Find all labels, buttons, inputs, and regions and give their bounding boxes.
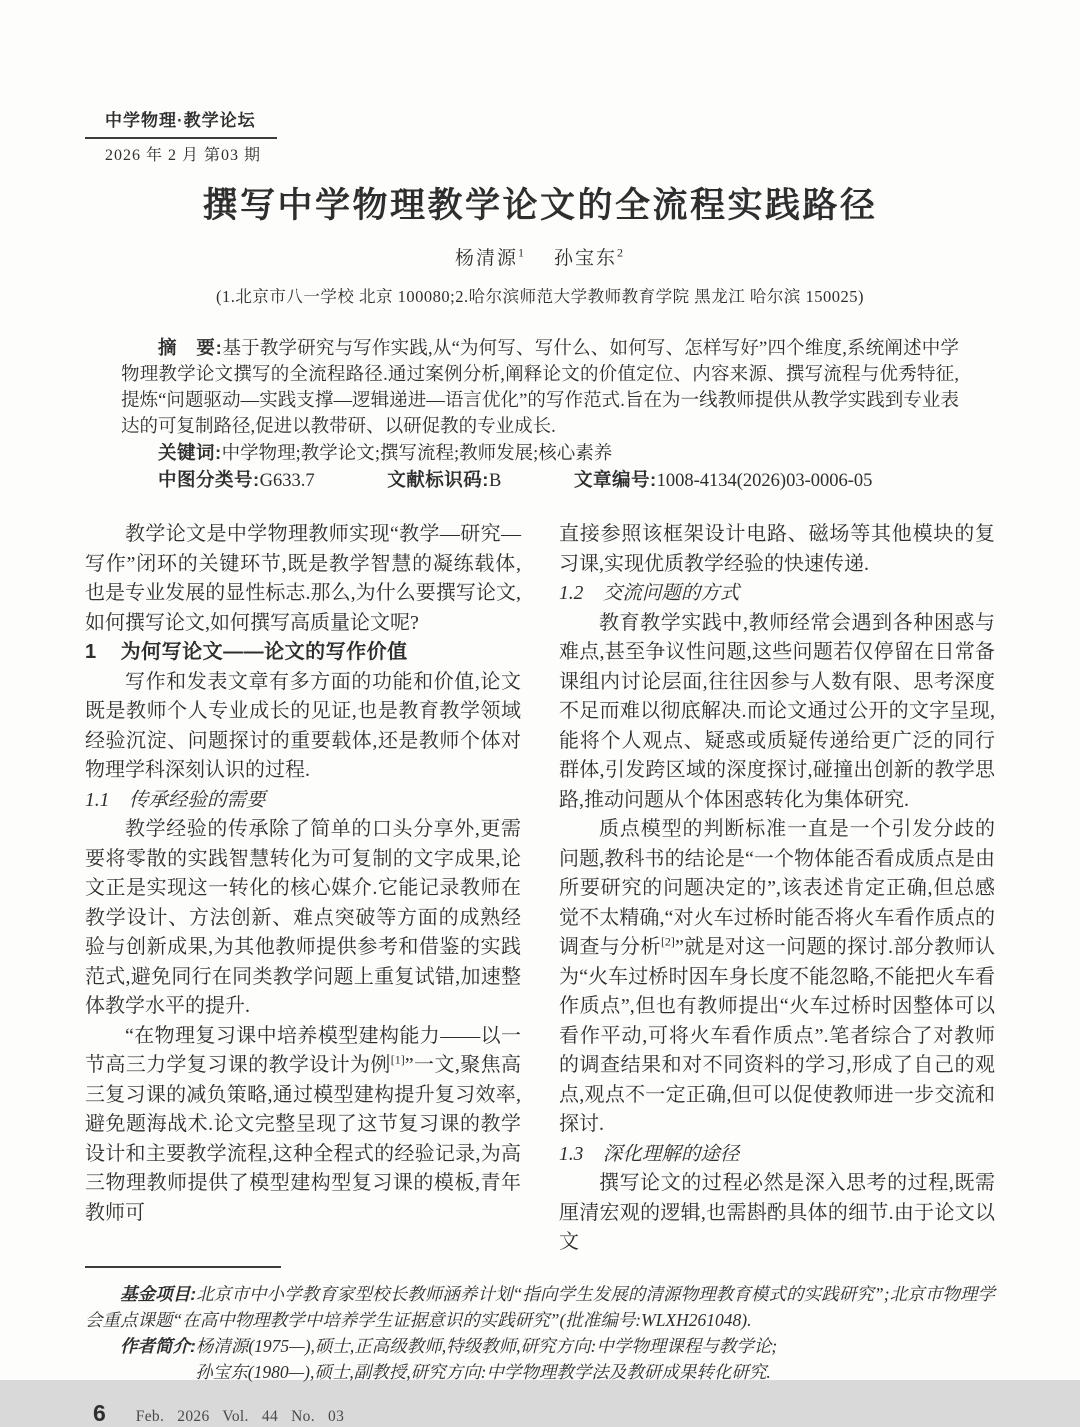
section-heading: 1 为何写论文——论文的写作价值: [85, 641, 408, 663]
article-id-value: 1008-4134(2026)03-0006-05: [656, 471, 873, 491]
body-paragraph: “在物理复习课中培养模型建构能力——以一节高三力学复习课的教学设计为例[1]”一文,聚焦高三复习课的减负策略,通过模型建构提升复习效率,避免题海战术.论文完整呈现了这节复习课的教学设计和主要教学流程,这种全程式的经验记录,为高三物理教师提供了模型建构型复习课的模板,青年教师可: [85, 1024, 521, 1224]
bio-label: 作者简介:: [120, 1335, 196, 1356]
doc-code-value: B: [488, 471, 502, 491]
section-heading: 1.3 深化理解的途径: [559, 1143, 740, 1165]
footnote-divider: [85, 1266, 281, 1268]
doc-code-label: 文献标识码:: [387, 469, 489, 490]
bio-text-2: 孙宝东(1980—),硕士,副教授,研究方向:中学物理教学法及教研成果转化研究.: [195, 1361, 771, 1382]
body-paragraph: 直接参照该框架设计电路、磁场等其他模块的复习课,实现优质教学经验的快速传递.: [559, 523, 995, 575]
right-column: [559, 520, 995, 1258]
section-heading: 1.1 传承经验的需要: [85, 789, 266, 811]
article-id-label: 文章编号:: [573, 469, 657, 490]
article-id: [574, 471, 872, 491]
body-paragraph: 教学经验的传承除了简单的口头分享外,更需要将零散的实践智慧转化为可复制的文字成果,论文正是实现这一转化的核心媒介.它能记录教师在教学设计、方法创新、难点突破等方面的成熟经验与创新成果,为其他教师提供参考和借鉴的实践范式,避免同行在同类教学问题上重复试错,加速整体教学水平的提升.: [85, 818, 521, 1017]
journal-name: 中学物理·教学论坛: [105, 111, 256, 130]
document-code: [387, 471, 501, 491]
fund-project: [85, 1281, 995, 1333]
article-body: [85, 520, 995, 1258]
bio-text-1: 杨清源(1975—),硕士,正高级教师,特级教师,研究方向:中学物理课程与教学论;: [195, 1335, 778, 1356]
footnote-area: [85, 1266, 995, 1427]
body-paragraph: 教学论文是中学物理教师实现“教学—研究—写作”闭环的关键环节,既是教学智慧的凝练载体,也是专业发展的显性标志.那么,为什么要撰写论文,如何撰写论文,如何撰写高质量论文呢?: [85, 523, 521, 634]
author-name: 孙宝东$^2$: [554, 245, 626, 269]
author-name: 杨清源$^1$: [454, 245, 526, 269]
clc-value: G633.7: [259, 471, 315, 491]
author-bio-2: [85, 1359, 995, 1385]
page-footer: [85, 1400, 995, 1427]
masthead-divider: [85, 137, 277, 139]
fund-label: 基金项目:: [120, 1283, 197, 1304]
keywords: [121, 440, 959, 467]
issue-date: 2026 年 2 月 第03 期: [105, 147, 262, 164]
footer-issue-info: Feb. 2026 Vol. 44 No. 03: [135, 1407, 345, 1425]
fund-text: 北京市中小学教育家型校长教师涵养计划“指向学生发展的清源物理教育模式的实践研究”;北京市物理学会重点课题“在高中物理教学中培养学生证据意识的实践研究”(批准编号:WLXH261048).: [85, 1283, 995, 1330]
classification-row: [121, 467, 959, 494]
abstract-label: 摘 要:: [158, 337, 223, 358]
keywords-text: 中学物理;教学论文;撰写流程;教师发展;核心素养: [221, 444, 613, 464]
body-paragraph: 质点模型的判断标准一直是一个引发分歧的问题,教科书的结论是“一个物体能否看成质点是由所要研究的问题决定的”,该表述肯定正确,但总感觉不太精确,“对火车过桥时能否将火车看作质点的调查与分析[2]”就是对这一问题的探讨.部分教师认为“火车过桥时因车身长度不能忽略,不能把火车看作质点”,但也有教师提出“火车过桥时因整体可以看作平动,可将火车看作质点”.笔者综合了对教师的调查结果和对不同资料的学习,形成了自己的观点,观点不一定正确,但可以促使教师进一步交流和探讨.: [559, 818, 995, 1135]
clc-label: 中图分类号:: [158, 469, 260, 490]
body-paragraph: 教育教学实践中,教师经常会遇到各种困惑与难点,甚至争议性问题,这些问题若仅停留在日常备课组内讨论层面,往往因参与人数有限、思考深度不足而难以彻底解决.而论文通过公开的文字呈现,能将个人观点、疑惑或质疑传递给更广泛的同行群体,引发跨区域的深度探讨,碰撞出创新的教学思路,推动问题从个体困惑转化为集体研究.: [559, 611, 995, 811]
left-column: [85, 520, 521, 1258]
affiliation-line: (1.北京市八一学校 北京 100080;2.哈尔滨师范大学教师教育学院 黑龙江 哈尔滨 150025): [216, 287, 864, 306]
body-paragraph: 写作和发表文章有多方面的功能和价值,论文既是教师个人专业成长的见证,也是教育教学领域经验沉淀、问题探讨的重要载体,还是教师个体对物理学科深刻认识的过程.: [85, 670, 521, 781]
authors-line: [85, 243, 995, 270]
section-heading: 1.2 交流问题的方式: [559, 583, 740, 604]
page-number: 6: [93, 1399, 106, 1426]
article-meta: [121, 335, 959, 494]
body-paragraph: 撰写论文的过程必然是深入思考的过程,既需厘清宏观的逻辑,也需斟酌具体的细节.由于论文以文: [559, 1172, 995, 1253]
clc-number: [158, 471, 315, 491]
keywords-label: 关键词:: [158, 442, 222, 463]
abstract: [121, 335, 959, 440]
author-bio-1: [85, 1333, 995, 1359]
article-title: 撰写中学物理教学论文的全流程实践路径: [202, 186, 878, 225]
abstract-text: 基于教学研究与写作实践,从“为何写、写什么、如何写、怎样写好”四个维度,系统阐述中学物理教学论文撰写的全流程路径.通过案例分析,阐释论文的价值定位、内容来源、撰写流程与优秀特征,提炼“问题驱动—实践支撑—逻辑递进—语言优化”的写作范式.旨在为一线教师提供从教学实践到专业表达的可复制路径,促进以教带研、以研促教的专业成长.: [121, 339, 959, 437]
journal-masthead: [85, 112, 995, 164]
